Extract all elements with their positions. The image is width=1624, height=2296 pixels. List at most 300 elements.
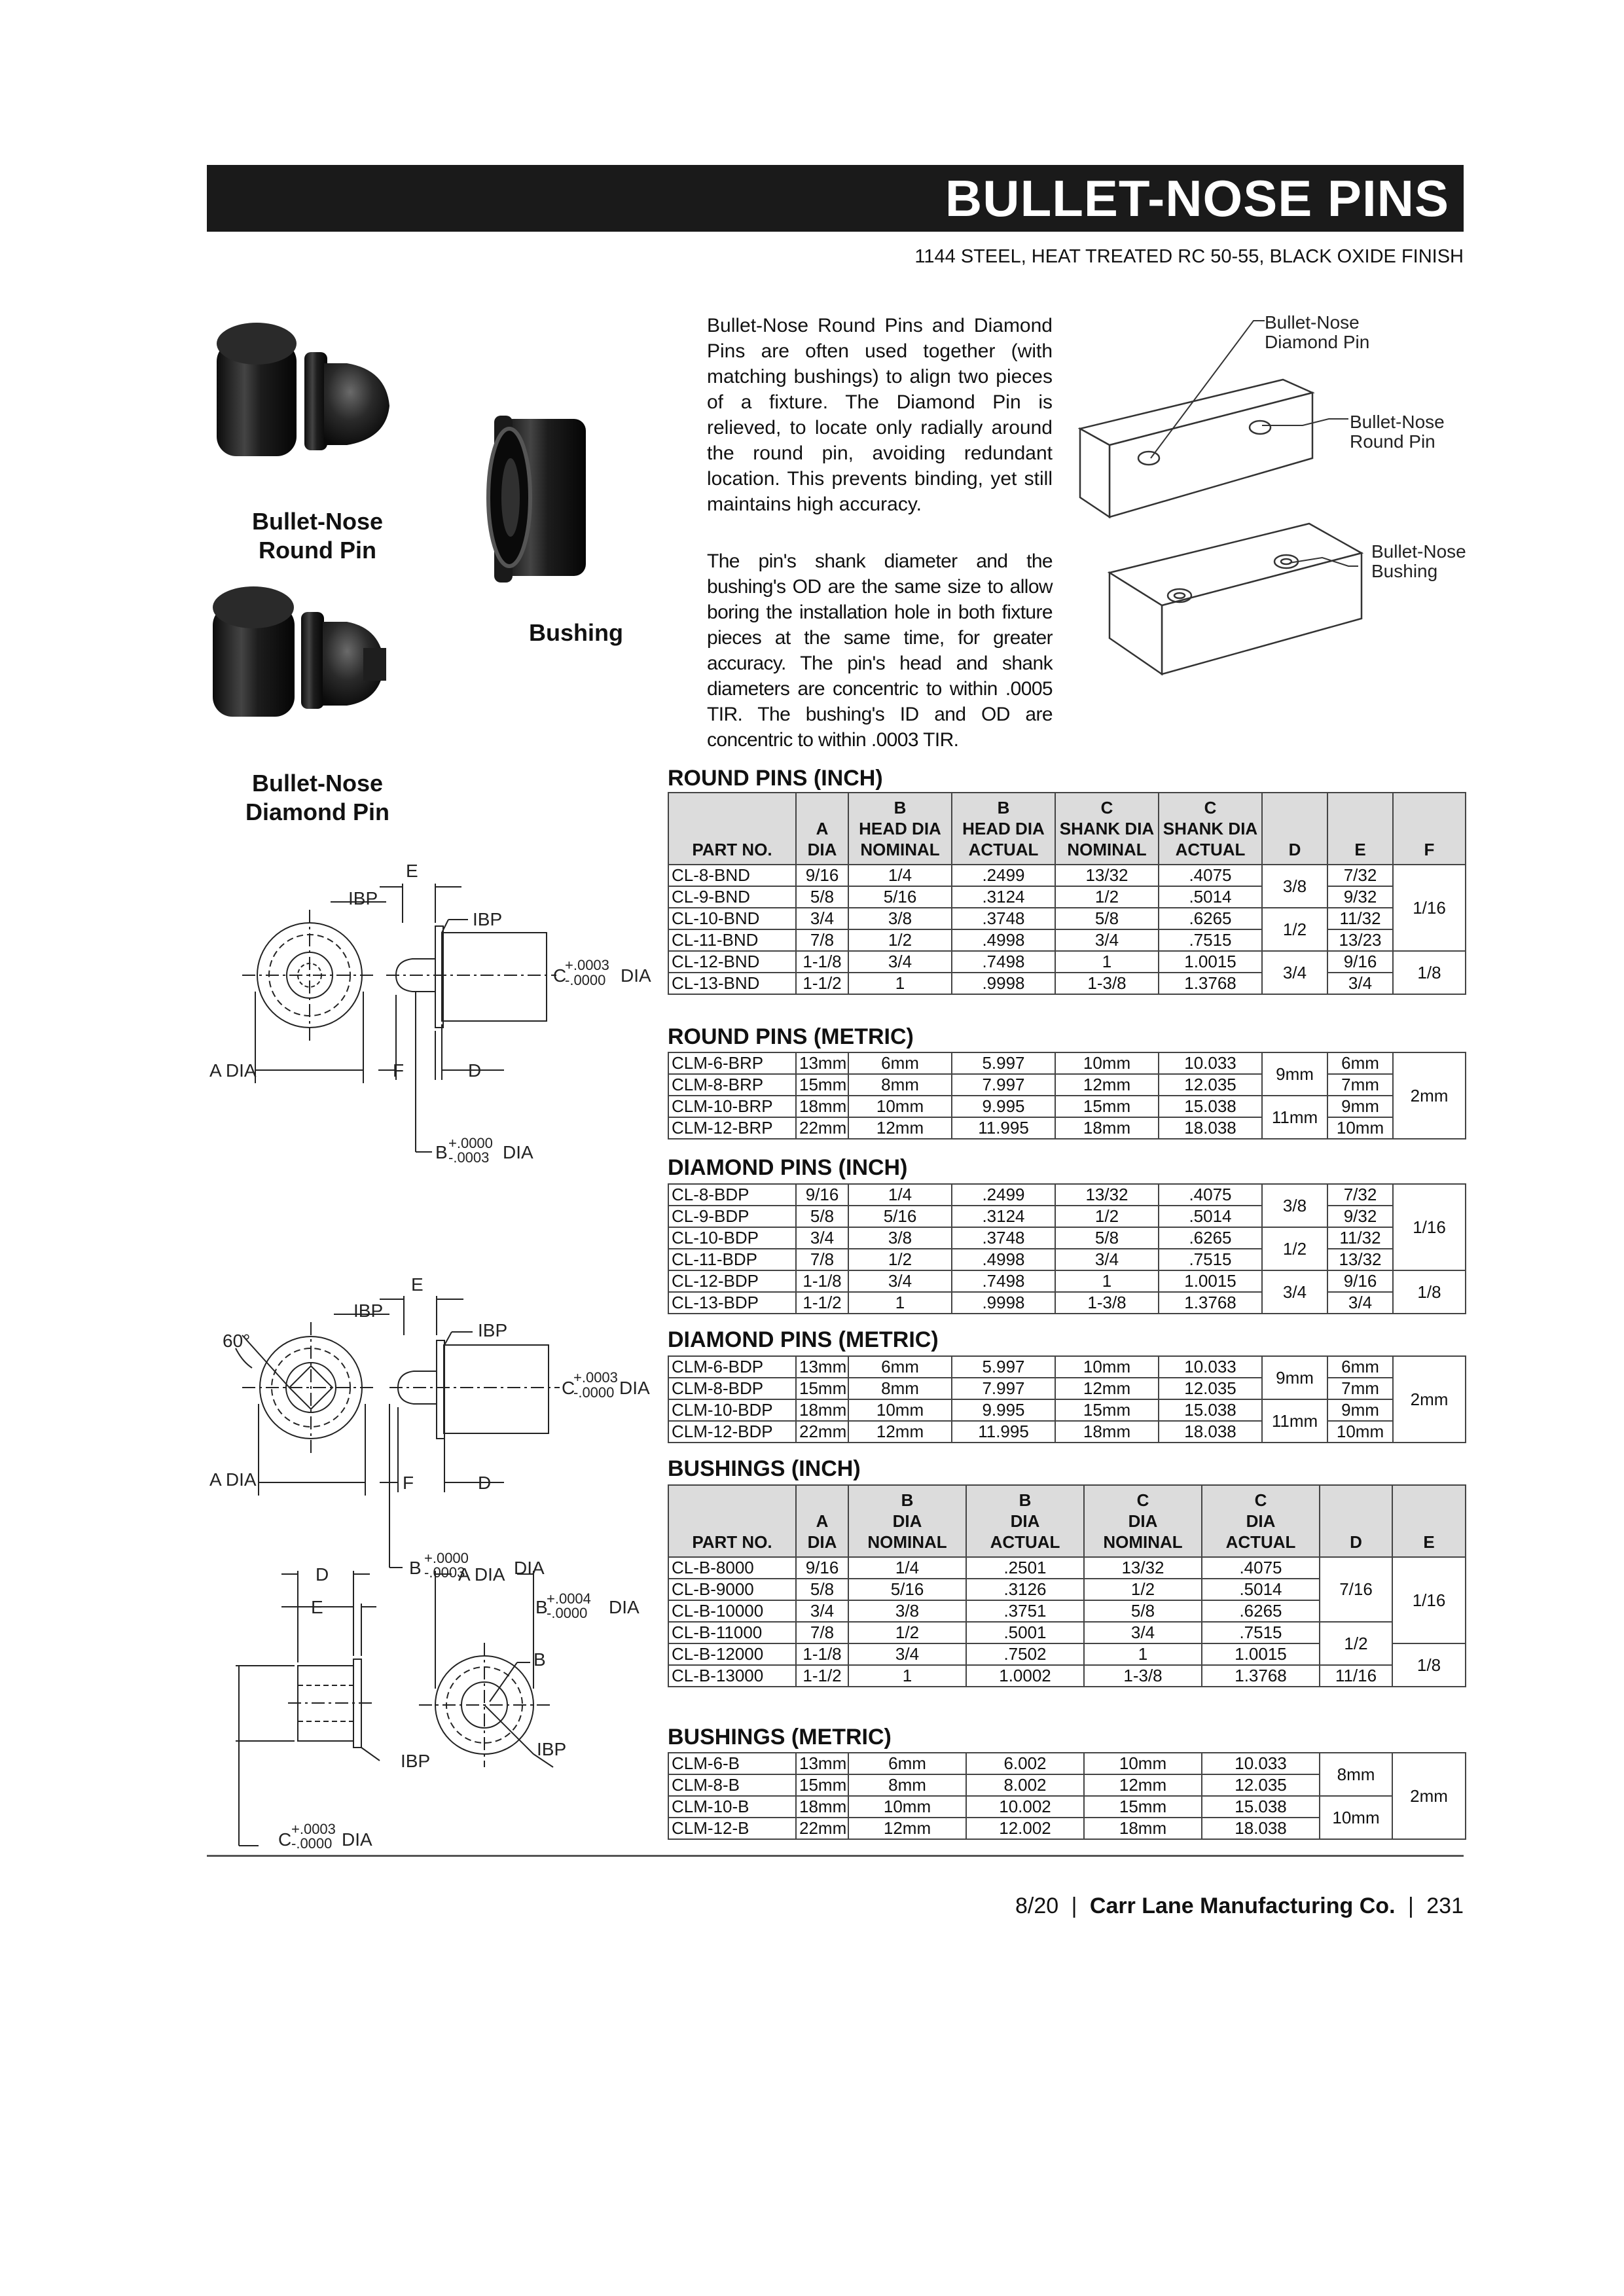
table-cell: 10mm [848, 1399, 952, 1421]
d-cell: 1/2 [1262, 1227, 1327, 1270]
d-cell: 3/8 [1262, 865, 1327, 908]
table-cell: 11.995 [952, 1117, 1055, 1139]
table-cell: 12.035 [1159, 1074, 1262, 1096]
table-cell: 15.038 [1202, 1796, 1320, 1818]
table-cell: 7.997 [952, 1378, 1055, 1399]
d-cell: 3/8 [1262, 1184, 1327, 1227]
table-cell: 1/4 [848, 865, 952, 886]
table-cell: 5/8 [796, 1206, 848, 1227]
table-cell: 1/2 [848, 929, 952, 951]
dim-c: C [278, 1829, 292, 1850]
hdr-line: DIA [1010, 1511, 1040, 1531]
hdr-line: DIA [1246, 1511, 1276, 1531]
description-paragraph-1: Bullet-Nose Round Pins and Diamond Pins are often used together (with matching bushings) to align two pieces of a fixture. The Diamond Pin is relieved, to locate only radially around the round pin, avoiding redundant location. This prevents binding, yet still maintains high accuracy. [707, 315, 1053, 515]
e-cell: 3/4 [1327, 973, 1393, 994]
part-number-cell: CLM-12-BRP [668, 1117, 796, 1139]
dim-e: E [406, 861, 418, 881]
table-cell: 8mm [848, 1378, 952, 1399]
table-cell: 1-3/8 [1055, 973, 1159, 994]
part-number-cell: CL-8-BDP [668, 1184, 796, 1206]
dim-c: C [553, 965, 567, 986]
table-cell: 12.002 [966, 1818, 1084, 1839]
table-row [668, 1796, 1466, 1818]
table-cell: 8mm [848, 1074, 952, 1096]
part-number-cell: CL-9-BDP [668, 1206, 796, 1227]
dim-d: D [478, 1473, 492, 1493]
col-part: PART NO. [668, 1485, 796, 1557]
table-cell: 13/32 [1055, 1184, 1159, 1206]
col-a [796, 793, 848, 865]
table-cell: 18mm [1055, 1421, 1159, 1443]
table-cell: 13mm [796, 1356, 848, 1378]
table-cell: .6265 [1159, 908, 1262, 929]
col-c-nom [1084, 1485, 1202, 1557]
d-cell: 8mm [1320, 1753, 1392, 1796]
table-cell: 7/8 [796, 929, 848, 951]
table-cell: 12.035 [1202, 1774, 1320, 1796]
table-cell: 8mm [848, 1774, 966, 1796]
dim-b: B [533, 1649, 546, 1670]
table-cell: 1-1/8 [796, 1270, 848, 1292]
e-cell: 9/16 [1327, 951, 1393, 973]
callout-round-pin [1350, 412, 1445, 452]
e-cell: 11/32 [1327, 1227, 1393, 1249]
description-paragraph-2: The pin's shank diameter and the bushing's OD are the same size to allow boring the installation hole in both fixture pieces at the same time, for greater accuracy. The pin's head and shank diameters are concentric to within .0005 TIR. The bushing's ID and OD are concentric to within .0003 TIR. [707, 550, 1053, 751]
table-cell: 15mm [1055, 1399, 1159, 1421]
dim-f: F [393, 1060, 405, 1081]
col-b-nom [848, 793, 952, 865]
e-cell: 1/8 [1392, 1643, 1466, 1687]
table-cell: 18mm [1055, 1117, 1159, 1139]
table-row [668, 1292, 1466, 1314]
table-cell: 1 [1055, 1270, 1159, 1292]
table-cell: 1.0015 [1159, 1270, 1262, 1292]
part-number-cell: CLM-10-BRP [668, 1096, 796, 1117]
part-number-cell: CLM-6-B [668, 1753, 796, 1774]
table-cell: .7515 [1202, 1622, 1320, 1643]
part-number-cell: CLM-10-BDP [668, 1399, 796, 1421]
dim-ibp: IBP [401, 1751, 431, 1771]
dim-tol: -.0000 [547, 1605, 588, 1621]
part-number-cell: CL-B-10000 [668, 1600, 796, 1622]
section-title-round-metric: ROUND PINS (METRIC) [668, 1024, 914, 1049]
e-cell: 9/16 [1327, 1270, 1393, 1292]
table-cell: 10mm [848, 1096, 952, 1117]
bushing-photo-label: Bushing [529, 619, 623, 646]
callout-line: Bullet-Nose [1371, 541, 1466, 562]
table-cell: 6.002 [966, 1753, 1084, 1774]
dim-tol: -.0003 [424, 1564, 465, 1581]
table-row [668, 886, 1466, 908]
dim-tol: -.0000 [565, 972, 606, 988]
label-line: Bullet-Nose [251, 508, 384, 535]
table-cell: 18mm [796, 1096, 848, 1117]
e-cell: 6mm [1327, 1356, 1393, 1378]
table-row [668, 1622, 1466, 1643]
part-number-cell: CL-B-11000 [668, 1622, 796, 1643]
table-cell: .4998 [952, 1249, 1055, 1270]
e-cell: 10mm [1327, 1117, 1393, 1139]
table-cell: 1.3768 [1159, 973, 1262, 994]
page-title: BULLET-NOSE PINS [945, 170, 1449, 227]
dim-b: B [435, 1142, 448, 1162]
table-cell: 3/4 [796, 908, 848, 929]
hdr-line: B [997, 798, 1010, 817]
f-cell: 1/16 [1393, 1184, 1466, 1270]
table-cell: 13/32 [1055, 865, 1159, 886]
table-cell: 15.038 [1159, 1096, 1262, 1117]
label-line: Diamond Pin [245, 798, 389, 825]
table-body [668, 1753, 1466, 1839]
part-number-cell: CL-B-12000 [668, 1643, 796, 1665]
dim-d: D [468, 1060, 482, 1081]
hdr-line: DIA [807, 840, 837, 859]
table-cell: 1-1/8 [796, 951, 848, 973]
e-cell: 10mm [1327, 1421, 1393, 1443]
table-cell: 3/4 [796, 1600, 848, 1622]
d-cell: 3/4 [1262, 1270, 1327, 1314]
table-body [668, 1052, 1466, 1139]
table-cell: 10.002 [966, 1796, 1084, 1818]
table-cell: 5.997 [952, 1356, 1055, 1378]
diamond-pin-photo-label [236, 769, 399, 827]
f-cell: 1/8 [1393, 1270, 1466, 1314]
callout-diamond-pin [1265, 313, 1369, 352]
e-cell: 7/32 [1327, 1184, 1393, 1206]
hdr-line: NOMINAL [860, 840, 940, 859]
hdr-line: SHANK DIA [1163, 819, 1258, 838]
table-body [668, 1356, 1466, 1443]
col-c-act [1202, 1485, 1320, 1557]
table-cell: 1-3/8 [1084, 1665, 1202, 1687]
table-cell: 1/4 [848, 1184, 952, 1206]
table-bushing-metric [668, 1752, 1466, 1840]
table-row [668, 973, 1466, 994]
section-title-bushing-inch: BUSHINGS (INCH) [668, 1456, 861, 1481]
table-cell: 18mm [796, 1796, 848, 1818]
table-diamond-metric [668, 1355, 1466, 1443]
round-pin-photo-label [236, 507, 399, 565]
table-cell: .4998 [952, 929, 1055, 951]
callout-line: Bullet-Nose [1350, 412, 1445, 432]
table-cell: 3/4 [848, 1270, 952, 1292]
f-cell: 1/16 [1393, 865, 1466, 951]
table-cell: 5/8 [1055, 1227, 1159, 1249]
table-cell: 12mm [1055, 1074, 1159, 1096]
table-cell: .3124 [952, 886, 1055, 908]
part-number-cell: CLM-6-BDP [668, 1356, 796, 1378]
table-cell: 7.997 [952, 1074, 1055, 1096]
f-cell: 2mm [1393, 1356, 1466, 1443]
table-row [668, 1206, 1466, 1227]
table-row [668, 1117, 1466, 1139]
hdr-line: NOMINAL [1103, 1532, 1183, 1552]
d-cell: 9mm [1262, 1356, 1327, 1399]
table-cell: 6mm [848, 1356, 952, 1378]
hdr-line: DIA [1128, 1511, 1158, 1531]
table-cell: 9/16 [796, 1557, 848, 1579]
table-cell: 1.0002 [966, 1665, 1084, 1687]
table-cell: 3/8 [848, 1227, 952, 1249]
table-cell: 13mm [796, 1753, 848, 1774]
dim-a-dia: A DIA [458, 1564, 505, 1585]
table-cell: 5/8 [796, 886, 848, 908]
table-header-row [668, 1485, 1466, 1557]
table-cell: .4075 [1159, 865, 1262, 886]
part-number-cell: CLM-8-BRP [668, 1074, 796, 1096]
table-cell: 9/16 [796, 865, 848, 886]
label-line: Round Pin [259, 537, 376, 564]
d-cell: 10mm [1320, 1796, 1392, 1839]
e-cell: 9/32 [1327, 886, 1393, 908]
table-row [668, 1227, 1466, 1249]
table-cell: 18.038 [1159, 1117, 1262, 1139]
dim-angle: 60° [223, 1331, 251, 1351]
part-number-cell: CL-8-BND [668, 865, 796, 886]
footer-separator: | [1071, 1893, 1077, 1918]
table-row [668, 865, 1466, 886]
part-number-cell: CLM-10-B [668, 1796, 796, 1818]
hdr-line: B [1019, 1490, 1032, 1510]
table-cell: 5/8 [1055, 908, 1159, 929]
table-cell: .4075 [1202, 1557, 1320, 1579]
dim-tol: +.0003 [565, 957, 609, 973]
table-cell: 1 [1084, 1643, 1202, 1665]
table-cell: 10mm [848, 1796, 966, 1818]
dim-dia: DIA [621, 965, 651, 986]
hdr-line: DIA [892, 1511, 922, 1531]
hdr-line: ACTUAL [990, 1532, 1060, 1552]
d-cell: 3/4 [1262, 951, 1327, 994]
table-cell: 8.002 [966, 1774, 1084, 1796]
footer [1015, 1893, 1464, 1919]
table-cell: .6265 [1159, 1227, 1262, 1249]
table-row [668, 1356, 1466, 1378]
col-f: F [1393, 793, 1466, 865]
table-diamond-inch [668, 1183, 1466, 1314]
table-cell: 1/2 [848, 1249, 952, 1270]
hdr-line: DIA [807, 1532, 837, 1552]
label-line: Bullet-Nose [251, 770, 384, 797]
table-cell: 3/4 [1055, 1249, 1159, 1270]
e-cell: 3/4 [1327, 1292, 1393, 1314]
dim-d: D [316, 1564, 329, 1585]
table-cell: 1/2 [1055, 1206, 1159, 1227]
hdr-line: ACTUAL [1175, 840, 1246, 859]
dim-ibp: IBP [537, 1739, 567, 1759]
hdr-line: SHANK DIA [1059, 819, 1155, 838]
table-row [668, 908, 1466, 929]
table-cell: 15mm [796, 1378, 848, 1399]
dim-ibp: IBP [353, 1300, 384, 1321]
table-cell: 5/16 [848, 886, 952, 908]
dim-e: E [411, 1274, 424, 1295]
table-cell: 18.038 [1159, 1421, 1262, 1443]
e-cell: 2mm [1392, 1753, 1466, 1839]
table-row [668, 1399, 1466, 1421]
table-row [668, 1052, 1466, 1074]
section-title-diamond-inch: DIAMOND PINS (INCH) [668, 1155, 908, 1180]
d-cell: 11mm [1262, 1399, 1327, 1443]
part-number-cell: CL-B-13000 [668, 1665, 796, 1687]
table-round-metric [668, 1052, 1466, 1139]
table-cell: 1-1/2 [796, 1292, 848, 1314]
table-cell: 12mm [848, 1421, 952, 1443]
table-cell: 1/2 [1055, 886, 1159, 908]
e-cell: 7/32 [1327, 865, 1393, 886]
table-cell: 10.033 [1159, 1356, 1262, 1378]
table-row [668, 1421, 1466, 1443]
col-e: E [1327, 793, 1393, 865]
table-cell: 5.997 [952, 1052, 1055, 1074]
d-cell: 9mm [1262, 1052, 1327, 1096]
dim-tol: +.0004 [547, 1590, 591, 1607]
part-number-cell: CLM-12-B [668, 1818, 796, 1839]
table-cell: .9998 [952, 973, 1055, 994]
table-cell: 9.995 [952, 1399, 1055, 1421]
dim-dia: DIA [619, 1378, 650, 1398]
dim-tol: +.0003 [291, 1821, 336, 1837]
table-body [668, 1184, 1466, 1314]
hdr-line: C [1100, 798, 1113, 817]
part-number-cell: CLM-12-BDP [668, 1421, 796, 1443]
part-number-cell: CLM-8-BDP [668, 1378, 796, 1399]
dim-tol: +.0000 [424, 1550, 469, 1566]
table-cell: 1/4 [848, 1557, 966, 1579]
table-cell: 15mm [1084, 1796, 1202, 1818]
table-cell: 18mm [796, 1399, 848, 1421]
e-cell: 7mm [1327, 1378, 1393, 1399]
footer-page-number: 231 [1426, 1893, 1464, 1918]
table-cell: 3/4 [796, 1227, 848, 1249]
table-cell: 5/8 [1084, 1600, 1202, 1622]
footer-date: 8/20 [1015, 1893, 1059, 1918]
table-cell: 10mm [1055, 1356, 1159, 1378]
table-cell: 6mm [848, 1753, 966, 1774]
footer-rule [207, 1855, 1464, 1857]
part-number-cell: CL-10-BND [668, 908, 796, 929]
dim-tol: +.0003 [573, 1369, 618, 1386]
table-cell: 5/8 [796, 1579, 848, 1600]
table-cell: 15mm [796, 1774, 848, 1796]
table-cell: 5/16 [848, 1579, 966, 1600]
table-cell: .3751 [966, 1600, 1084, 1622]
table-cell: 11.995 [952, 1421, 1055, 1443]
table-cell: 1 [1055, 951, 1159, 973]
hdr-line: B [893, 798, 907, 817]
table-cell: 6mm [848, 1052, 952, 1074]
table-cell: 1.0015 [1159, 951, 1262, 973]
col-b-act [952, 793, 1055, 865]
table-cell: 7/8 [796, 1622, 848, 1643]
table-cell: .7498 [952, 1270, 1055, 1292]
footer-company: Carr Lane Manufacturing Co. [1089, 1893, 1396, 1918]
table-cell: 1.3768 [1202, 1665, 1320, 1687]
col-c-act [1159, 793, 1262, 865]
e-cell: 9mm [1327, 1096, 1393, 1117]
d-cell: 7/16 [1320, 1557, 1392, 1622]
e-cell: 6mm [1327, 1052, 1393, 1074]
dim-b: B [535, 1597, 548, 1617]
dim-dia: DIA [503, 1142, 533, 1162]
table-row [668, 1074, 1466, 1096]
table-row [668, 1378, 1466, 1399]
table-body [668, 865, 1466, 994]
table-row [668, 1096, 1466, 1117]
table-row [668, 1665, 1466, 1687]
table-cell: .9998 [952, 1292, 1055, 1314]
bushing-photo [488, 416, 586, 583]
hdr-line: C [1136, 1490, 1149, 1510]
part-number-cell: CL-13-BDP [668, 1292, 796, 1314]
callout-line: Bushing [1371, 561, 1438, 581]
technical-drawings [203, 857, 674, 1852]
table-row [668, 1249, 1466, 1270]
f-cell: 1/8 [1393, 951, 1466, 994]
table-cell: 3/4 [1055, 929, 1159, 951]
title-bar [207, 165, 1464, 232]
dim-f: F [403, 1473, 414, 1493]
dim-c: C [562, 1378, 575, 1398]
table-cell: 12mm [848, 1818, 966, 1839]
dim-b: B [409, 1558, 422, 1578]
col-d: D [1320, 1485, 1392, 1557]
hdr-line: ACTUAL [968, 840, 1039, 859]
hdr-line: B [901, 1490, 914, 1510]
footer-separator: | [1407, 1893, 1414, 1918]
part-number-cell: CL-12-BND [668, 951, 796, 973]
table-cell: 10.033 [1159, 1052, 1262, 1074]
table-cell: .7515 [1159, 929, 1262, 951]
table-cell: .7502 [966, 1643, 1084, 1665]
table-cell: 12mm [848, 1117, 952, 1139]
table-cell: 18.038 [1202, 1818, 1320, 1839]
section-title-diamond-metric: DIAMOND PINS (METRIC) [668, 1327, 939, 1352]
section-title-round-inch: ROUND PINS (INCH) [668, 766, 883, 791]
col-part: PART NO. [668, 793, 796, 865]
table-cell: 1 [848, 1665, 966, 1687]
table-cell: .7498 [952, 951, 1055, 973]
col-c-nom [1055, 793, 1159, 865]
hdr-line: NOMINAL [1067, 840, 1147, 859]
table-cell: 1 [848, 1292, 952, 1314]
table-cell: 22mm [796, 1421, 848, 1443]
col-d: D [1262, 793, 1327, 865]
round-pin-photo [217, 323, 389, 456]
table-cell: 1-1/8 [796, 1643, 848, 1665]
part-number-cell: CL-13-BND [668, 973, 796, 994]
table-cell: .2499 [952, 865, 1055, 886]
table-cell: .5001 [966, 1622, 1084, 1643]
hdr-line: A [816, 1511, 829, 1531]
table-cell: 9.995 [952, 1096, 1055, 1117]
table-cell: .2501 [966, 1557, 1084, 1579]
col-e: E [1392, 1485, 1466, 1557]
page-subtitle: 1144 STEEL, HEAT TREATED RC 50-55, BLACK OXIDE FINISH [914, 246, 1464, 267]
dim-ibp: IBP [473, 909, 503, 929]
table-row [668, 1753, 1466, 1774]
table-cell: .5014 [1202, 1579, 1320, 1600]
table-cell: .5014 [1159, 886, 1262, 908]
table-header-row [668, 793, 1466, 865]
table-cell: 1.3768 [1159, 1292, 1262, 1314]
table-cell: .3748 [952, 908, 1055, 929]
part-number-cell: CL-B-8000 [668, 1557, 796, 1579]
table-cell: .2499 [952, 1184, 1055, 1206]
dim-tol: -.0000 [573, 1384, 615, 1401]
table-cell: 7/8 [796, 1249, 848, 1270]
diamond-pin-photo [213, 586, 386, 717]
